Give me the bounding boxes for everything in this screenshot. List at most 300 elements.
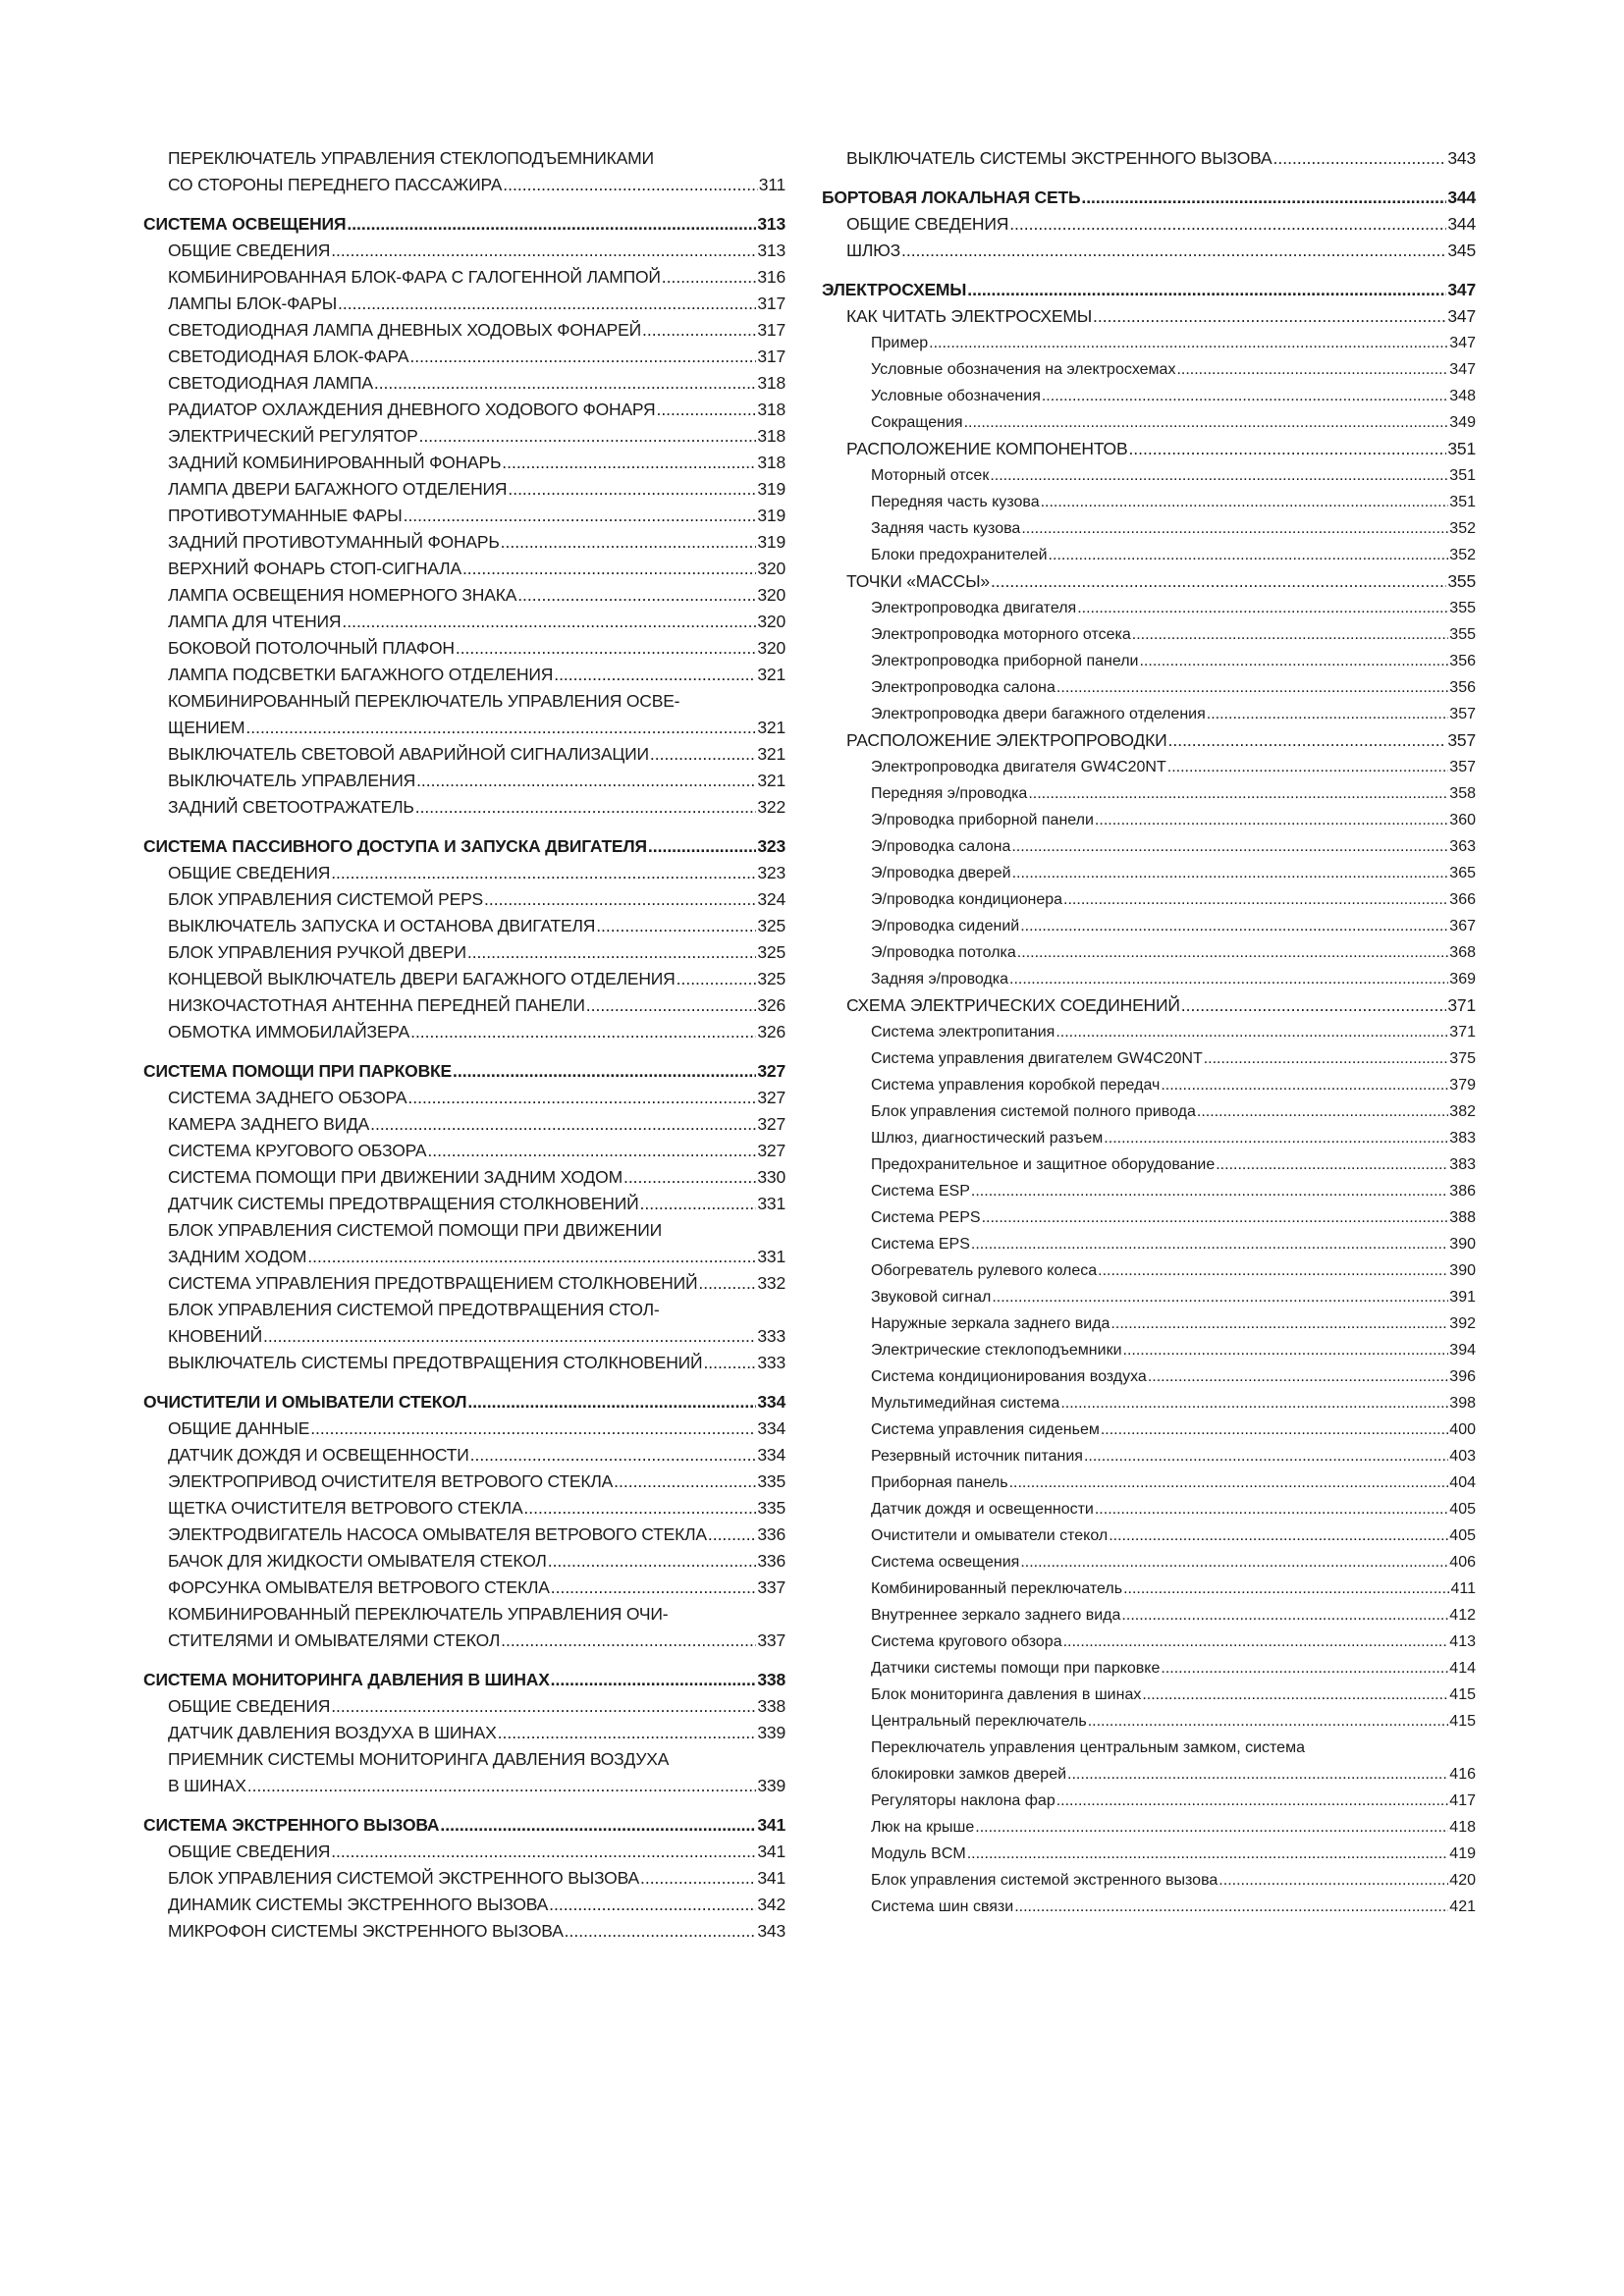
- toc-page-number: 344: [1447, 214, 1476, 234]
- toc-entry[interactable]: [143, 1442, 785, 1468]
- toc-subentry[interactable]: [822, 330, 1476, 356]
- toc-page-number: 331: [757, 1194, 785, 1213]
- toc-subentry[interactable]: [822, 1098, 1476, 1125]
- toc-subentry[interactable]: [822, 1363, 1476, 1390]
- toc-dot-leader: [342, 609, 756, 635]
- toc-page-number: 352: [1449, 547, 1476, 563]
- toc-entry-title: МИКРОФОН СИСТЕМЫ ЭКСТРЕННОГО ВЫЗОВА: [168, 1921, 564, 1941]
- toc-section-heading[interactable]: [822, 277, 1476, 303]
- toc-entry[interactable]: [143, 238, 785, 264]
- toc-page-number: 355: [1449, 600, 1476, 616]
- toc-entry[interactable]: [143, 966, 785, 992]
- toc-subentry[interactable]: [822, 754, 1476, 780]
- toc-entry-title: ЛАМПЫ БЛОК-ФАРЫ: [168, 294, 338, 313]
- toc-subentry[interactable]: [822, 1682, 1476, 1708]
- toc-entry[interactable]: [143, 1085, 785, 1111]
- toc-subentry[interactable]: [822, 489, 1476, 515]
- toc-entry-title: блокировки замков дверей: [871, 1766, 1067, 1783]
- toc-subentry[interactable]: [822, 1416, 1476, 1443]
- toc-entry-title: БЛОК УПРАВЛЕНИЯ СИСТЕМОЙ ЭКСТРЕННОГО ВЫЗОВА: [168, 1868, 639, 1888]
- toc-dot-leader: [416, 768, 756, 794]
- toc-dot-leader: [1167, 727, 1446, 754]
- toc-subentry[interactable]: [822, 1735, 1476, 1761]
- toc-dot-leader: [307, 1244, 756, 1270]
- toc-page-number: 318: [757, 400, 785, 419]
- toc-entry-title: Переключатель управления центральным замком, система: [871, 1739, 1305, 1756]
- toc-entry-title: Моторный отсек: [871, 467, 990, 484]
- toc-entry[interactable]: [143, 503, 785, 529]
- toc-page-number: 404: [1449, 1474, 1476, 1491]
- toc-entry[interactable]: [143, 635, 785, 662]
- toc-entry[interactable]: [143, 582, 785, 609]
- toc-page-number: 317: [757, 320, 785, 340]
- toc-subentry[interactable]: [822, 780, 1476, 807]
- toc-subentry[interactable]: [822, 462, 1476, 489]
- toc-entry[interactable]: [143, 1191, 785, 1217]
- toc-entry-title: Резервный источник питания: [871, 1448, 1083, 1465]
- toc-subentry[interactable]: [822, 595, 1476, 621]
- toc-page-number: 335: [757, 1471, 785, 1491]
- toc-page-number: 369: [1449, 971, 1476, 988]
- toc-page-number: 355: [1449, 626, 1476, 643]
- toc-dot-leader: [1218, 1867, 1448, 1894]
- toc-subentry[interactable]: [822, 1867, 1476, 1894]
- toc-entry-title: ФОРСУНКА ОМЫВАТЕЛЯ ВЕТРОВОГО СТЕКЛА: [168, 1577, 550, 1597]
- toc-entry[interactable]: [143, 1468, 785, 1495]
- toc-entry[interactable]: [143, 1522, 785, 1548]
- toc-subentry[interactable]: [822, 1761, 1476, 1788]
- toc-entry[interactable]: [143, 317, 785, 344]
- toc-page-number: 322: [757, 797, 785, 817]
- toc-page-number: 319: [757, 506, 785, 525]
- toc-dot-leader: [698, 1270, 756, 1297]
- toc-page-number: 317: [757, 294, 785, 313]
- toc-page-number: 325: [757, 916, 785, 935]
- toc-subentry[interactable]: [822, 1841, 1476, 1867]
- toc-entry[interactable]: [143, 768, 785, 794]
- toc-subentry[interactable]: [822, 1496, 1476, 1522]
- toc-subentry[interactable]: [822, 807, 1476, 833]
- toc-entry-title: БОРТОВАЯ ЛОКАЛЬНАЯ СЕТЬ: [822, 187, 1081, 207]
- toc-entry[interactable]: [143, 1164, 785, 1191]
- toc-subentry[interactable]: [822, 833, 1476, 860]
- toc-entry-title: Система шин связи: [871, 1898, 1014, 1915]
- toc-entry[interactable]: [822, 568, 1476, 595]
- toc-dot-leader: [419, 423, 757, 450]
- toc-entry-title: Обогреватель рулевого колеса: [871, 1262, 1098, 1279]
- toc-entry-title: ДАТЧИК ДАВЛЕНИЯ ВОЗДУХА В ШИНАХ: [168, 1723, 497, 1742]
- toc-entry[interactable]: [143, 1270, 785, 1297]
- toc-subentry[interactable]: [822, 674, 1476, 701]
- toc-subentry[interactable]: [822, 1522, 1476, 1549]
- toc-entry[interactable]: [143, 741, 785, 768]
- toc-entry[interactable]: [143, 264, 785, 291]
- toc-subentry[interactable]: [822, 621, 1476, 648]
- toc-entry-title: ВЫКЛЮЧАТЕЛЬ СИСТЕМЫ ПРЕДОТВРАЩЕНИЯ СТОЛКНОВЕНИЙ: [168, 1353, 703, 1372]
- toc-section-heading[interactable]: [143, 1812, 785, 1839]
- toc-entry[interactable]: [143, 1297, 785, 1323]
- toc-page-number: 390: [1449, 1236, 1476, 1253]
- toc-page-number: 320: [757, 638, 785, 658]
- toc-dot-leader: [331, 1839, 756, 1865]
- toc-entry[interactable]: [143, 715, 785, 741]
- toc-subentry[interactable]: [822, 1257, 1476, 1284]
- toc-page-number: 351: [1449, 467, 1476, 484]
- toc-page-number: 341: [757, 1868, 785, 1888]
- toc-entry-title: СО СТОРОНЫ ПЕРЕДНЕГО ПАССАЖИРА: [168, 175, 503, 194]
- toc-dot-leader: [982, 1204, 1449, 1231]
- toc-section-heading[interactable]: [822, 185, 1476, 211]
- toc-subentry[interactable]: [822, 1469, 1476, 1496]
- toc-dot-leader: [1063, 886, 1448, 913]
- toc-entry[interactable]: [143, 1693, 785, 1720]
- section-gap: [143, 1654, 785, 1667]
- toc-page-number: 318: [757, 373, 785, 393]
- toc-entry-title: СИСТЕМА ЗАДНЕГО ОБЗОРА: [168, 1088, 407, 1107]
- toc-subentry[interactable]: [822, 1602, 1476, 1629]
- toc-subentry[interactable]: [822, 1310, 1476, 1337]
- toc-page-number: 371: [1449, 1024, 1476, 1041]
- toc-dot-leader: [648, 833, 757, 860]
- toc-page-number: 358: [1449, 785, 1476, 802]
- toc-entry-title: ПРОТИВОТУМАННЫЕ ФАРЫ: [168, 506, 403, 525]
- toc-dot-leader: [502, 450, 756, 476]
- toc-subentry[interactable]: [822, 1549, 1476, 1575]
- toc-dot-leader: [677, 966, 757, 992]
- toc-page-number: 390: [1449, 1262, 1476, 1279]
- toc-entry[interactable]: [143, 1019, 785, 1045]
- toc-entry[interactable]: [143, 556, 785, 582]
- toc-entry-title: БЛОК УПРАВЛЕНИЯ СИСТЕМОЙ ПРЕДОТВРАЩЕНИЯ СТОЛ-: [168, 1300, 660, 1319]
- toc-subentry[interactable]: [822, 913, 1476, 939]
- toc-subentry[interactable]: [822, 542, 1476, 568]
- toc-entry[interactable]: [143, 1495, 785, 1522]
- toc-entry-title: ВЕРХНИЙ ФОНАРЬ СТОП-СИГНАЛА: [168, 559, 461, 578]
- toc-dot-leader: [967, 277, 1446, 303]
- toc-page-number: 327: [757, 1114, 785, 1134]
- toc-entry-title: ДАТЧИК СИСТЕМЫ ПРЕДОТВРАЩЕНИЯ СТОЛКНОВЕНИЙ: [168, 1194, 639, 1213]
- toc-dot-leader: [639, 1191, 756, 1217]
- toc-page-number: 366: [1449, 891, 1476, 908]
- toc-subentry[interactable]: [822, 1788, 1476, 1814]
- toc-dot-leader: [374, 370, 757, 397]
- toc-entry[interactable]: [143, 1138, 785, 1164]
- toc-page-number: 357: [1449, 706, 1476, 722]
- toc-subentry[interactable]: [822, 1231, 1476, 1257]
- section-gap: [143, 198, 785, 211]
- toc-page-number: 351: [1447, 439, 1476, 458]
- toc-page-number: 335: [757, 1498, 785, 1518]
- toc-entry-title: Датчики системы помощи при парковке: [871, 1660, 1161, 1677]
- toc-entry[interactable]: [143, 1111, 785, 1138]
- toc-entry-title: ПРИЕМНИК СИСТЕМЫ МОНИТОРИНГА ДАВЛЕНИЯ ВОЗДУХА: [168, 1749, 670, 1769]
- toc-entry[interactable]: [143, 1217, 785, 1244]
- toc-subentry[interactable]: [822, 1814, 1476, 1841]
- toc-dot-leader: [1216, 1151, 1448, 1178]
- toc-dot-leader: [1020, 913, 1448, 939]
- toc-section-heading[interactable]: [143, 1389, 785, 1415]
- toc-dot-leader: [991, 568, 1446, 595]
- toc-subentry[interactable]: [822, 1337, 1476, 1363]
- toc-dot-leader: [1110, 1310, 1448, 1337]
- toc-entry-title: ВЫКЛЮЧАТЕЛЬ СВЕТОВОЙ АВАРИЙНОЙ СИГНАЛИЗАЦИИ: [168, 744, 649, 764]
- toc-subentry[interactable]: [822, 1151, 1476, 1178]
- toc-dot-leader: [407, 1085, 756, 1111]
- toc-dot-leader: [1167, 754, 1449, 780]
- toc-dot-leader: [1042, 383, 1448, 409]
- toc-dot-leader: [1084, 1443, 1448, 1469]
- toc-entry[interactable]: [143, 794, 785, 821]
- toc-entry[interactable]: [143, 291, 785, 317]
- toc-page-number: 319: [757, 479, 785, 499]
- toc-subentry[interactable]: [822, 1894, 1476, 1920]
- toc-entry[interactable]: [143, 609, 785, 635]
- toc-entry[interactable]: [143, 172, 785, 198]
- toc-subentry[interactable]: [822, 1390, 1476, 1416]
- toc-dot-leader: [517, 582, 756, 609]
- toc-subentry[interactable]: [822, 1072, 1476, 1098]
- toc-entry[interactable]: [143, 1892, 785, 1918]
- toc-subentry[interactable]: [822, 1629, 1476, 1655]
- toc-entry-title: ЩЕТКА ОЧИСТИТЕЛЯ ВЕТРОВОГО СТЕКЛА: [168, 1498, 523, 1518]
- toc-dot-leader: [1132, 621, 1449, 648]
- toc-entry-title: СВЕТОДИОДНАЯ БЛОК-ФАРА: [168, 347, 409, 366]
- toc-entry-title: КАМЕРА ЗАДНЕГО ВИДА: [168, 1114, 370, 1134]
- toc-entry-title: БАЧОК ДЛЯ ЖИДКОСТИ ОМЫВАТЕЛЯ СТЕКОЛ: [168, 1551, 547, 1571]
- toc-entry[interactable]: [143, 1323, 785, 1350]
- section-gap: [143, 1799, 785, 1812]
- toc-dot-leader: [1056, 1019, 1448, 1045]
- toc-subentry[interactable]: [822, 886, 1476, 913]
- toc-entry[interactable]: [143, 1415, 785, 1442]
- toc-subentry[interactable]: [822, 1708, 1476, 1735]
- toc-entry-title: СВЕТОДИОДНАЯ ЛАМПА: [168, 373, 373, 393]
- toc-dot-leader: [1095, 1496, 1448, 1522]
- toc-subentry[interactable]: [822, 648, 1476, 674]
- toc-entry[interactable]: [143, 1628, 785, 1654]
- toc-entry[interactable]: [143, 939, 785, 966]
- toc-page-number: 375: [1449, 1050, 1476, 1067]
- toc-dot-leader: [650, 741, 756, 768]
- toc-subentry[interactable]: [822, 1575, 1476, 1602]
- toc-dot-leader: [614, 1468, 756, 1495]
- toc-subentry[interactable]: [822, 1443, 1476, 1469]
- toc-entry[interactable]: [143, 423, 785, 450]
- toc-section-heading[interactable]: [143, 833, 785, 860]
- toc-entry[interactable]: [143, 1865, 785, 1892]
- toc-page-number: 330: [757, 1167, 785, 1187]
- toc-subentry[interactable]: [822, 1655, 1476, 1682]
- toc-dot-leader: [1093, 303, 1446, 330]
- toc-entry[interactable]: [143, 913, 785, 939]
- toc-entry[interactable]: [822, 436, 1476, 462]
- toc-section-heading[interactable]: [143, 1058, 785, 1085]
- toc-entry[interactable]: [143, 344, 785, 370]
- toc-page-number: 405: [1449, 1527, 1476, 1544]
- toc-dot-leader: [1020, 1549, 1448, 1575]
- toc-entry[interactable]: [143, 1746, 785, 1773]
- toc-entry[interactable]: [822, 303, 1476, 330]
- toc-dot-leader: [1123, 1337, 1449, 1363]
- toc-page-number: 388: [1449, 1209, 1476, 1226]
- toc-page-number: 341: [757, 1842, 785, 1861]
- toc-page-number: 411: [1450, 1580, 1476, 1597]
- toc-entry-title: ВЫКЛЮЧАТЕЛЬ СИСТЕМЫ ЭКСТРЕННОГО ВЫЗОВА: [846, 148, 1272, 168]
- toc-dot-leader: [404, 503, 757, 529]
- toc-entry[interactable]: [143, 1773, 785, 1799]
- toc-entry-title: СИСТЕМА ЭКСТРЕННОГО ВЫЗОВА: [143, 1815, 440, 1835]
- toc-entry[interactable]: [143, 1244, 785, 1270]
- toc-page-number: 355: [1447, 571, 1476, 591]
- toc-page-number: 336: [757, 1551, 785, 1571]
- toc-entry[interactable]: [143, 886, 785, 913]
- toc-dot-leader: [501, 1628, 756, 1654]
- toc-dot-leader: [415, 794, 757, 821]
- toc-section-heading[interactable]: [143, 211, 785, 238]
- toc-page-number: 339: [757, 1723, 785, 1742]
- toc-page-number: 400: [1449, 1421, 1476, 1438]
- toc-entry-title: Шлюз, диагностический разъем: [871, 1130, 1104, 1147]
- toc-entry-title: Система электропитания: [871, 1024, 1056, 1041]
- toc-page-number: 327: [757, 1061, 785, 1081]
- toc-entry[interactable]: [143, 450, 785, 476]
- toc-entry[interactable]: [143, 397, 785, 423]
- toc-subentry[interactable]: [822, 515, 1476, 542]
- toc-entry-title: Система кондиционирования воздуха: [871, 1368, 1147, 1385]
- toc-subentry[interactable]: [822, 1284, 1476, 1310]
- toc-subentry[interactable]: [822, 383, 1476, 409]
- toc-entry-title: Электропроводка двигателя: [871, 600, 1077, 616]
- toc-subentry[interactable]: [822, 1045, 1476, 1072]
- toc-entry[interactable]: [143, 370, 785, 397]
- toc-page-number: 320: [757, 612, 785, 631]
- toc-entry-title: ЛАМПА ДВЕРИ БАГАЖНОГО ОТДЕЛЕНИЯ: [168, 479, 508, 499]
- section-gap: [143, 821, 785, 833]
- toc-dot-leader: [427, 1138, 756, 1164]
- toc-page-number: 351: [1449, 494, 1476, 510]
- toc-dot-leader: [1148, 1363, 1448, 1390]
- toc-entry[interactable]: [822, 992, 1476, 1019]
- toc-entry[interactable]: [822, 211, 1476, 238]
- toc-entry[interactable]: [143, 688, 785, 715]
- toc-page-number: 357: [1449, 759, 1476, 775]
- toc-page-number: 416: [1449, 1766, 1476, 1783]
- toc-subentry[interactable]: [822, 409, 1476, 436]
- toc-entry[interactable]: [143, 1601, 785, 1628]
- toc-entry-title: ЭЛЕКТРОПРИВОД ОЧИСТИТЕЛЯ ВЕТРОВОГО СТЕКЛА: [168, 1471, 614, 1491]
- toc-entry-title: Блоки предохранителей: [871, 547, 1048, 563]
- toc-entry[interactable]: [143, 992, 785, 1019]
- toc-page-number: 316: [757, 267, 785, 287]
- toc-dot-leader: [247, 1773, 757, 1799]
- toc-entry-title: БЛОК УПРАВЛЕНИЯ РУЧКОЙ ДВЕРИ: [168, 942, 466, 962]
- toc-dot-leader: [1028, 780, 1448, 807]
- toc-subentry[interactable]: [822, 1204, 1476, 1231]
- toc-entry-title: ОБЩИЕ СВЕДЕНИЯ: [168, 863, 331, 882]
- toc-dot-leader: [1123, 1575, 1449, 1602]
- toc-page-number: 321: [757, 744, 785, 764]
- toc-entry[interactable]: [143, 662, 785, 688]
- toc-page-number: 318: [757, 426, 785, 446]
- toc-entry-title: СТИТЕЛЯМИ И ОМЫВАТЕЛЯМИ СТЕКОЛ: [168, 1630, 501, 1650]
- toc-page-number: 331: [757, 1247, 785, 1266]
- toc-page-number: 347: [1447, 306, 1476, 326]
- toc-dot-leader: [990, 462, 1448, 489]
- toc-subentry[interactable]: [822, 356, 1476, 383]
- toc-dot-leader: [456, 635, 757, 662]
- toc-right-column: [822, 145, 1476, 1920]
- toc-subentry[interactable]: [822, 1178, 1476, 1204]
- toc-page-number: 334: [757, 1445, 785, 1465]
- toc-entry-title: СИСТЕМА ПОМОЩИ ПРИ ПАРКОВКЕ: [143, 1061, 452, 1081]
- toc-dot-leader: [453, 1058, 756, 1085]
- toc-dot-leader: [992, 1284, 1448, 1310]
- toc-entry[interactable]: [143, 145, 785, 172]
- toc-entry-title: Электропроводка двери багажного отделения: [871, 706, 1206, 722]
- toc-page-number: 334: [757, 1418, 785, 1438]
- toc-subentry[interactable]: [822, 939, 1476, 966]
- toc-page-number: 371: [1447, 995, 1476, 1015]
- toc-entry[interactable]: [822, 145, 1476, 172]
- toc-dot-leader: [967, 1841, 1449, 1867]
- toc-entry[interactable]: [143, 1918, 785, 1945]
- toc-dot-leader: [1041, 489, 1449, 515]
- toc-entry-title: СИСТЕМА ПОМОЩИ ПРИ ДВИЖЕНИИ ЗАДНИМ ХОДОМ: [168, 1167, 623, 1187]
- toc-entry-title: Электропроводка салона: [871, 679, 1056, 696]
- toc-entry-title: ЭЛЕКТРИЧЕСКИЙ РЕГУЛЯТОР: [168, 426, 418, 446]
- toc-subentry[interactable]: [822, 966, 1476, 992]
- toc-entry-title: ШЛЮЗ: [846, 240, 900, 260]
- toc-subentry[interactable]: [822, 701, 1476, 727]
- toc-entry[interactable]: [143, 529, 785, 556]
- toc-entry[interactable]: [822, 238, 1476, 264]
- toc-page-number: 334: [757, 1392, 785, 1412]
- toc-dot-leader: [245, 715, 756, 741]
- toc-entry[interactable]: [143, 1350, 785, 1376]
- toc-entry-title: ЛАМПА ДЛЯ ЧТЕНИЯ: [168, 612, 342, 631]
- toc-page-number: 348: [1449, 388, 1476, 404]
- toc-page-number: 392: [1449, 1315, 1476, 1332]
- toc-page-number: 338: [757, 1670, 785, 1689]
- toc-subentry[interactable]: [822, 1125, 1476, 1151]
- toc-dot-leader: [1161, 1655, 1448, 1682]
- toc-section-heading[interactable]: [143, 1667, 785, 1693]
- toc-dot-leader: [263, 1323, 756, 1350]
- toc-entry-title: ЭЛЕКТРОСХЕМЫ: [822, 280, 967, 299]
- toc-entry-title: Очистители и омыватели стекол: [871, 1527, 1109, 1544]
- section-gap: [143, 1376, 785, 1389]
- toc-entry[interactable]: [143, 1720, 785, 1746]
- toc-entry[interactable]: [822, 727, 1476, 754]
- toc-page-number: 342: [757, 1895, 785, 1914]
- toc-entry[interactable]: [143, 860, 785, 886]
- toc-dot-leader: [1081, 185, 1446, 211]
- toc-entry[interactable]: [143, 1548, 785, 1575]
- toc-subentry[interactable]: [822, 1019, 1476, 1045]
- toc-entry[interactable]: [143, 1839, 785, 1865]
- toc-dot-leader: [467, 939, 757, 966]
- toc-page-number: 344: [1447, 187, 1476, 207]
- toc-page-number: 326: [757, 995, 785, 1015]
- toc-entry[interactable]: [143, 476, 785, 503]
- toc-dot-leader: [1011, 833, 1448, 860]
- toc-page-number: 367: [1449, 918, 1476, 934]
- toc-dot-leader: [971, 1178, 1448, 1204]
- toc-dot-leader: [370, 1111, 756, 1138]
- toc-subentry[interactable]: [822, 860, 1476, 886]
- toc-dot-leader: [484, 886, 756, 913]
- toc-entry[interactable]: [143, 1575, 785, 1601]
